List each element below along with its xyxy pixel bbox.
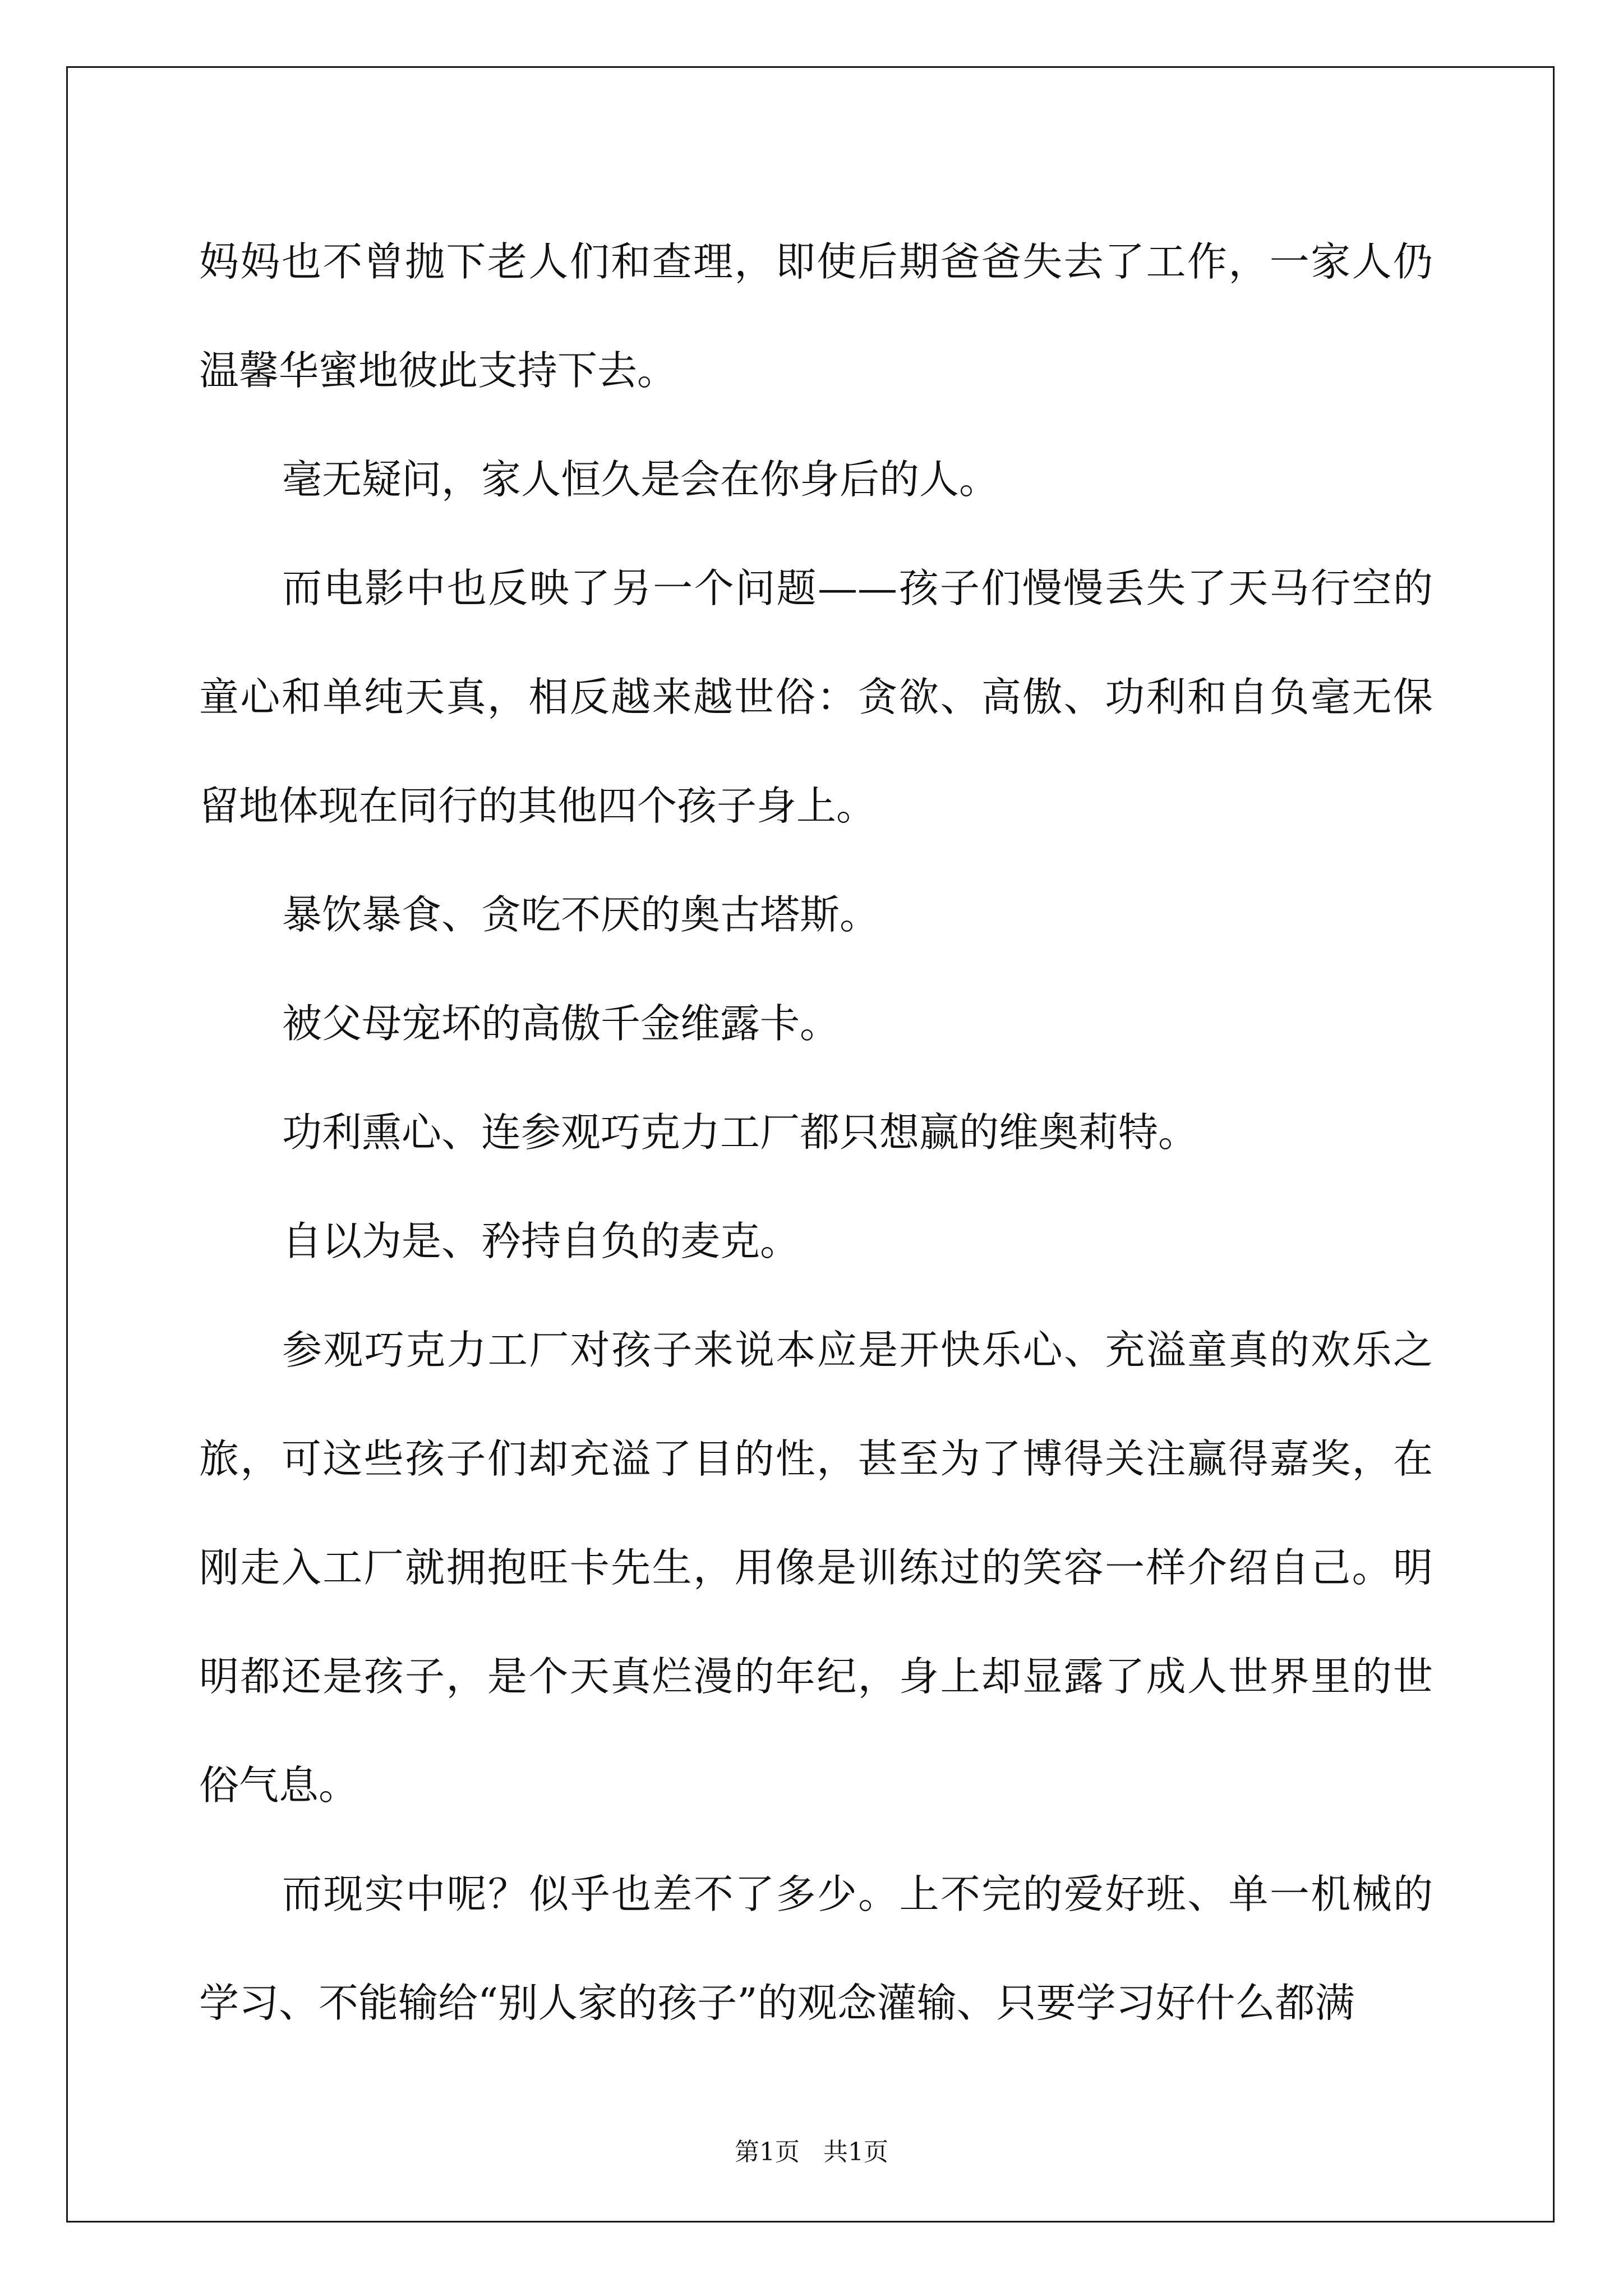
paragraph-3: 而电影中也反映了另一个问题——孩子们慢慢丢失了天马行空的童心和单纯天真，相反越来越世俗：贪欲、高傲、功利和自负毫无保留地体现在同行的其他四个孩子身上。 [199, 565, 1433, 829]
paragraph-9: 而现实中呢？似乎也差不了多少。上不完的爱好班、单一机械的学习、不能输给“别人家的孩子”的观念灌输、只要学习好什么都满 [199, 1871, 1433, 2026]
page-number-footer: 第1页 共1页 [735, 2138, 888, 2166]
document-body [199, 208, 1433, 2058]
paragraph-7: 自以为是、矜持自负的麦克。 [282, 1218, 800, 1264]
paragraph-5: 被父母宠坏的高傲千金维露卡。 [282, 1000, 840, 1047]
paragraph-2: 毫无疑问，家人恒久是会在你身后的人。 [282, 456, 999, 503]
paragraph-6: 功利熏心、连参观巧克力工厂都只想赢的维奥莉特。 [282, 1109, 1198, 1156]
paragraph-1: 妈妈也不曾抛下老人们和查理，即使后期爸爸失去了工作，一家人仍温馨华蜜地彼此支持下去。 [199, 238, 1433, 394]
paragraph-8: 参观巧克力工厂对孩子来说本应是开快乐心、充溢童真的欢乐之旅，可这些孩子们却充溢了目的性，甚至为了博得关注赢得嘉奖，在刚走入工厂就拥抱旺卡先生，用像是训练过的笑容一样介绍自己。明明都还是孩子，是个天真烂漫的年纪，身上却显露了成人世界里的世俗气息。 [199, 1327, 1433, 1809]
paragraph-4: 暴饮暴食、贪吃不厌的奥古塔斯。 [282, 891, 880, 938]
